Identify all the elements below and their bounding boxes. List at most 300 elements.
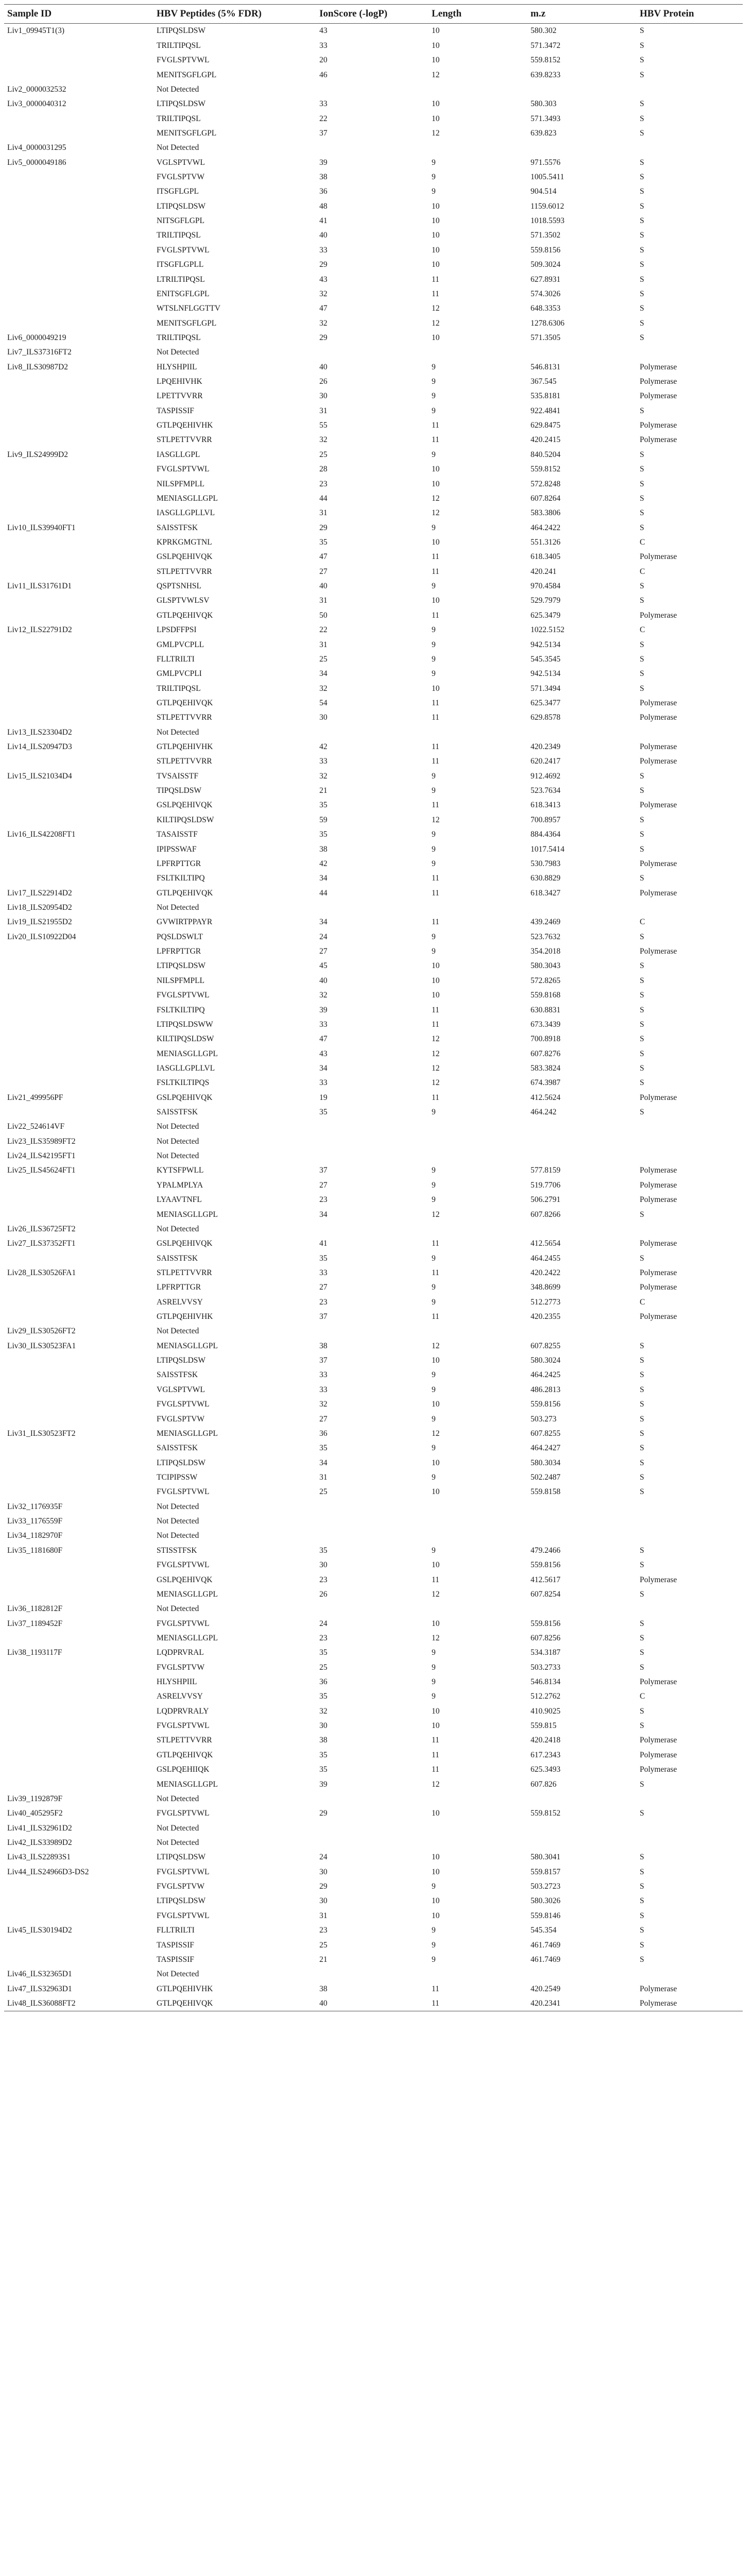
table-row [4,1572,743,1587]
cell-peptide: FVGLSPTVWL [157,1400,210,1409]
cell-ionscore [316,82,429,96]
header-mz: m.z [531,8,546,19]
cell-mz: 559.8156 [531,1400,561,1409]
table-row [4,637,743,652]
cell-mz: 420.2341 [527,1996,637,2011]
cell-protein: S [640,991,644,1000]
cell-sample-id: Liv33_1176559F [7,1517,63,1526]
cell-ionscore: 37 [319,1356,328,1365]
cell-sample-id [4,608,153,622]
cell-protein: S [640,1414,644,1423]
cell-ionscore: 47 [319,1035,328,1044]
cell-mz: 420.2549 [531,1984,561,1993]
cell-mz: 412.5624 [531,1093,561,1102]
cell-length: 9 [432,406,436,415]
cell-sample-id [4,243,153,257]
cell-length: 10 [432,1911,440,1920]
table-row [4,477,743,491]
cell-peptide: GTLPQEHIVHK [157,421,213,430]
cell-peptide: MENITSGFLGPL [157,70,217,79]
cell-length [429,1499,527,1514]
cell-mz [527,1514,637,1529]
cell-peptide: FLLTRILTI [157,654,195,664]
cell-ionscore: 27 [319,1283,328,1292]
table-row [4,1412,743,1426]
cell-mz: 479.2466 [531,1546,561,1555]
cell-peptide: FVGLSPTVWL [157,991,210,1000]
cell-sample-id: Liv22_524614VF [7,1122,65,1131]
cell-protein: S [640,1561,644,1570]
cell-mz: 617.2343 [531,1750,561,1759]
table-row [4,1338,743,1353]
table-body [4,24,743,2011]
cell-mz: 580.3043 [531,961,561,971]
cell-ionscore: 47 [319,552,328,562]
cell-protein [637,1324,743,1338]
cell-sample-id [4,214,153,228]
cell-peptide: WTSLNFLGGTTV [157,304,220,313]
cell-ionscore: 45 [319,961,328,971]
table-row [4,886,743,900]
cell-protein: S [640,1867,644,1876]
table-row [4,769,743,783]
cell-mz: 420.2422 [531,1268,561,1277]
cell-peptide: ENITSGFLGPL [157,289,210,298]
cell-peptide: HLYSHPIIL [157,1677,197,1687]
cell-protein: S [640,450,644,459]
table-row [4,1295,743,1309]
cell-length: 12 [432,1429,440,1438]
cell-ionscore: 29 [319,333,328,342]
cell-length: 10 [432,684,440,693]
cell-ionscore: 44 [319,888,328,897]
cell-sample-id [4,1412,153,1426]
cell-protein: S [640,1078,644,1088]
cell-ionscore [316,1529,429,1543]
cell-ionscore: 21 [319,786,328,795]
cell-peptide: TIPQSLDSW [157,786,201,795]
cell-peptide: GSLPQEHIIQK [157,1765,210,1774]
cell-protein: Polymerase [640,1575,677,1584]
cell-protein: S [640,830,644,839]
cell-protein: S [640,1896,644,1906]
cell-ionscore: 29 [319,1882,328,1891]
table-row [4,1689,743,1704]
cell-peptide: TASPISSIF [157,1955,194,1964]
cell-ionscore: 44 [319,494,328,503]
cell-protein: S [640,1005,644,1014]
cell-sample-id: Liv2_0000032532 [7,84,66,94]
table-row [4,155,743,170]
cell-sample-id [4,1397,153,1412]
cell-sample-id: Liv21_499956PF [7,1093,63,1102]
cell-length: 9 [432,362,436,371]
cell-peptide: Not Detected [157,1327,199,1336]
cell-mz: 630.8829 [531,874,561,883]
cell-peptide: Not Detected [157,1137,199,1146]
table-row [4,1280,743,1295]
cell-mz: 559.8158 [531,1487,561,1497]
cell-peptide: STISSTFSK [157,1546,197,1555]
cell-sample-id [4,418,153,433]
cell-length: 12 [432,494,440,503]
cell-peptide: FVGLSPTVWL [157,1561,210,1570]
cell-peptide: LQDPRVRALY [157,1706,209,1716]
cell-ionscore: 32 [319,771,328,781]
cell-length [429,1791,527,1806]
cell-mz: 840.5204 [531,450,561,459]
cell-ionscore: 34 [319,1458,328,1467]
cell-mz: 607.8266 [531,1210,561,1219]
cell-protein [637,82,743,96]
cell-peptide: VGLSPTVWL [157,1385,205,1394]
cell-ionscore: 43 [319,275,328,284]
cell-peptide: TASPISSIF [157,1940,194,1950]
cell-length: 9 [432,1283,436,1292]
cell-sample-id: Liv36_1182812F [7,1604,63,1614]
header-sample-id: Sample ID [7,8,52,19]
cell-ionscore: 50 [319,611,328,620]
cell-mz: 519.7706 [531,1180,561,1190]
cell-peptide: TRILTIPQSL [157,231,201,240]
table-row [4,345,743,360]
cell-ionscore: 27 [319,567,328,576]
table-row [4,141,743,155]
cell-protein: C [640,625,645,635]
cell-ionscore: 38 [319,173,328,182]
cell-peptide: LQDPRVRAL [157,1648,204,1657]
cell-ionscore [316,901,429,915]
cell-protein: S [640,1940,644,1950]
cell-mz: 523.7634 [531,786,561,795]
cell-length: 9 [432,654,436,664]
table-row [4,973,743,988]
cell-protein: Polymerase [640,1283,677,1292]
cell-length: 9 [432,1882,436,1891]
cell-ionscore: 33 [319,1370,328,1380]
table-row [4,1003,743,1017]
cell-sample-id [4,53,153,67]
cell-peptide: Not Detected [157,903,199,912]
cell-protein: S [640,1721,644,1731]
table-row [4,959,743,973]
cell-peptide: ASRELVVSY [157,1297,203,1307]
table-row [4,403,743,418]
cell-ionscore: 22 [319,625,328,635]
cell-ionscore: 40 [319,362,328,371]
table-row [4,82,743,96]
cell-protein: S [640,1882,644,1891]
cell-peptide: MENITSGFLGPL [157,128,217,138]
cell-length: 10 [432,99,440,109]
cell-ionscore [316,1791,429,1806]
cell-sample-id [4,228,153,243]
cell-protein: S [640,640,644,649]
cell-protein: S [640,245,644,255]
header-ionscore: IonScore (-logP) [319,8,388,19]
cell-ionscore [316,1120,429,1134]
cell-sample-id: Liv28_ILS30526FA1 [7,1268,76,1277]
table-row [4,623,743,637]
cell-ionscore: 19 [319,1093,328,1102]
cell-length: 10 [432,1619,440,1628]
cell-mz: 607.826 [531,1780,557,1789]
cell-peptide: Not Detected [157,84,199,94]
cell-ionscore: 23 [319,1575,328,1584]
cell-peptide: FVGLSPTVW [157,173,205,182]
table-row [4,915,743,929]
cell-peptide: Not Detected [157,1502,199,1511]
cell-length: 12 [432,1049,440,1058]
cell-peptide: GVWIRTPPAYR [157,918,213,927]
cell-sample-id: Liv6_0000049219 [7,333,66,342]
table-row [4,1105,743,1120]
table-row [4,389,743,403]
cell-length: 9 [432,392,436,401]
cell-mz: 572.8265 [531,976,561,985]
cell-protein: S [640,1063,644,1073]
cell-protein: Polymerase [640,392,677,401]
cell-peptide: LPQEHIVHK [157,377,202,386]
cell-length: 11 [432,1239,439,1248]
cell-sample-id [4,1660,153,1674]
cell-sample-id [4,1310,153,1324]
cell-peptide: LPETTVVRR [157,392,203,401]
cell-protein: S [640,976,644,985]
cell-ionscore: 31 [319,596,328,605]
cell-mz: 412.5617 [531,1575,561,1584]
cell-protein: S [640,56,644,65]
cell-protein: S [640,1020,644,1029]
cell-sample-id: Liv38_1193117F [7,1648,62,1657]
cell-length: 11 [432,421,439,430]
cell-protein: Polymerase [640,1239,677,1248]
cell-protein: S [640,1926,644,1935]
table-row [4,1967,743,1981]
cell-sample-id: Liv16_ILS42208FT1 [7,830,76,839]
cell-peptide: Not Detected [157,1531,199,1540]
cell-mz: 545.354 [531,1926,557,1935]
table-row [4,1090,743,1105]
cell-ionscore: 40 [319,976,328,985]
cell-mz [527,1120,637,1134]
cell-mz: 559.8152 [531,56,561,65]
cell-length: 11 [432,918,439,927]
table-row [4,1251,743,1265]
table-row [4,1908,743,1923]
cell-ionscore: 39 [319,1780,328,1789]
cell-mz: 904.514 [531,187,557,196]
cell-mz: 464.2422 [531,523,561,532]
cell-sample-id [4,1572,153,1587]
table-row [4,1938,743,1952]
cell-peptide: Not Detected [157,727,199,737]
cell-length: 10 [432,1809,440,1818]
cell-ionscore: 35 [319,1253,328,1263]
cell-protein: Polymerase [640,435,677,445]
cell-ionscore: 30 [319,1896,328,1906]
cell-peptide: GTLPQEHIVQK [157,1750,213,1759]
cell-length: 9 [432,932,436,941]
cell-length: 11 [432,567,439,576]
cell-peptide: FVGLSPTVWL [157,1809,210,1818]
cell-length: 10 [432,245,440,255]
cell-length: 9 [432,771,436,781]
cell-length: 9 [432,1648,436,1657]
cell-peptide: GSLPQEHIVQK [157,552,213,562]
cell-protein: S [640,70,644,79]
cell-protein: S [640,318,644,328]
cell-mz: 546.8134 [531,1677,561,1687]
cell-length: 10 [432,1896,440,1906]
cell-length: 11 [432,1268,439,1277]
cell-peptide: MENITSGFLGPL [157,318,217,328]
cell-mz: 971.5576 [531,158,561,167]
cell-sample-id [4,1207,153,1222]
cell-peptide: ITSGFLGPL [157,187,199,196]
cell-protein [637,1222,743,1236]
cell-length: 11 [432,801,439,810]
cell-peptide: LTIPQSLDSW [157,1356,206,1365]
cell-ionscore: 46 [319,70,328,79]
cell-mz: 580.302 [531,26,557,36]
cell-protein: S [640,1429,644,1438]
table-row [4,812,743,827]
cell-protein: S [640,684,644,693]
cell-protein: C [640,1297,645,1307]
cell-length: 9 [432,187,436,196]
cell-mz: 884.4364 [531,830,561,839]
cell-peptide: LTIPQSLDSW [157,1853,206,1862]
cell-mz: 700.8918 [531,1035,561,1044]
cell-ionscore: 31 [319,1473,328,1482]
cell-ionscore [316,1967,429,1981]
cell-protein: S [640,494,644,503]
cell-peptide: MENIASGLLGPL [157,1210,218,1219]
cell-length: 9 [432,1108,436,1117]
cell-mz: 559.8152 [531,465,561,474]
cell-peptide: Not Detected [157,1224,199,1233]
cell-mz: 607.8256 [531,1633,561,1642]
cell-length: 12 [432,1078,440,1088]
cell-length: 11 [432,275,439,284]
table-row [4,214,743,228]
table-row [4,1222,743,1236]
cell-ionscore: 22 [319,114,328,123]
cell-protein [637,1836,743,1850]
cell-mz: 1018.5593 [531,216,565,226]
table-row [4,667,743,681]
cell-length: 9 [432,523,436,532]
cell-protein [637,1149,743,1163]
cell-mz: 607.8255 [531,1429,561,1438]
cell-ionscore: 30 [319,713,328,722]
cell-mz: 580.3024 [531,1356,561,1365]
table-row [4,1207,743,1222]
cell-mz: 673.3439 [531,1020,561,1029]
table-row [4,272,743,286]
cell-peptide: NITSGFLGPL [157,216,205,226]
cell-protein: S [640,479,644,488]
cell-sample-id: Liv15_ILS21034D4 [7,771,72,781]
cell-sample-id [4,1952,153,1967]
cell-ionscore: 33 [319,1268,328,1277]
cell-mz: 571.3493 [531,114,561,123]
cell-peptide: TRILTIPQSL [157,333,201,342]
cell-ionscore: 32 [319,684,328,693]
cell-peptide: Not Detected [157,1970,199,1979]
cell-peptide: Not Detected [157,1794,199,1803]
cell-protein: S [640,275,644,284]
table-row [4,1996,743,2011]
cell-length [429,1324,527,1338]
cell-sample-id [4,1368,153,1382]
cell-sample-id: Liv37_1189452F [7,1619,63,1628]
cell-peptide: FSLTKILTIPQ [157,874,205,883]
cell-protein: S [640,786,644,795]
cell-peptide: GTLPQEHIVHK [157,1984,213,1993]
cell-sample-id [4,403,153,418]
cell-length: 11 [432,742,439,752]
cell-length: 9 [432,1940,436,1950]
cell-sample-id [4,111,153,126]
cell-length: 12 [432,318,440,328]
cell-length: 9 [432,1297,436,1307]
cell-ionscore: 43 [319,1049,328,1058]
table-row [4,1865,743,1879]
cell-protein: S [640,1473,644,1482]
cell-length: 12 [432,304,440,313]
cell-sample-id [4,1719,153,1733]
cell-protein [637,1120,743,1134]
cell-mz: 580.3026 [531,1896,561,1906]
cell-protein: S [640,771,644,781]
cell-sample-id [4,375,153,389]
table-row [4,1178,743,1192]
cell-ionscore: 27 [319,947,328,956]
cell-peptide: Not Detected [157,143,199,152]
cell-sample-id [4,1587,153,1601]
cell-peptide: KPRKGMGTNL [157,538,212,547]
cell-sample-id [4,1105,153,1120]
cell-length [429,345,527,360]
cell-protein: S [640,1035,644,1044]
cell-length: 10 [432,961,440,971]
cell-protein: Polymerase [640,888,677,897]
cell-sample-id [4,199,153,213]
cell-length [429,141,527,155]
table-row [4,901,743,915]
cell-sample-id: Liv19_ILS21955D2 [7,918,72,927]
table-row [4,199,743,213]
cell-protein [637,1134,743,1148]
cell-mz: 625.3477 [531,698,561,707]
cell-length: 12 [432,1633,440,1642]
cell-length: 11 [432,1093,439,1102]
cell-peptide: LTIPQSLDSW [157,961,206,971]
cell-ionscore: 41 [319,216,328,226]
cell-protein: S [640,1458,644,1467]
table-row [4,988,743,1003]
cell-ionscore [316,141,429,155]
cell-length: 11 [432,713,439,722]
cell-length: 11 [432,757,439,766]
table-row [4,243,743,257]
cell-sample-id [4,944,153,959]
cell-peptide: ASRELVVSY [157,1692,203,1701]
table-row [4,520,743,535]
cell-peptide: KILTIPQSLDSW [157,815,214,824]
